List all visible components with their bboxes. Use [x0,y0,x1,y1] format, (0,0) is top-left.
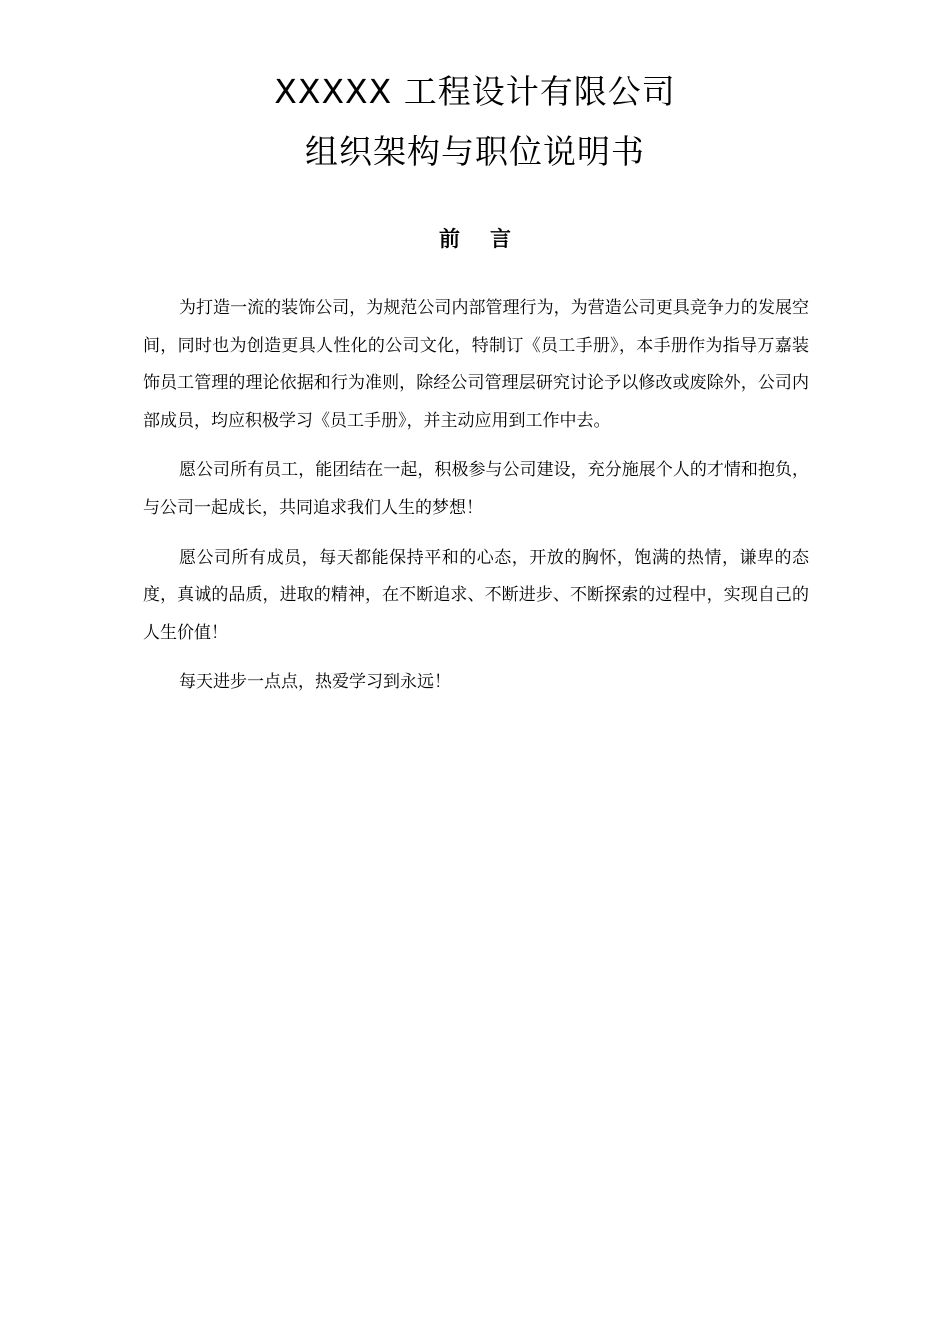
preface-body [143,290,809,714]
document-title-subject: 组织架构与职位说明书 [305,132,645,171]
preface-paragraph: 愿公司所有员工，能团结在一起，积极参与公司建设，充分施展个人的才情和抱负，与公司一起成长，共同追求我们人生的梦想！ [143,460,809,518]
preface-paragraph: 每天进步一点点，热爱学习到永远！ [179,672,451,693]
document-title-company: XXXXX 工程设计有限公司 [274,72,676,111]
preface-heading: 前言 [439,226,541,251]
preface-paragraph: 为打造一流的装饰公司，为规范公司内部管理行为，为营造公司更具竞争力的发展空间，同时也为创造更具人性化的公司文化，特制订《员工手册》，本手册作为指导万嘉装饰员工管理的理论依据和行为准则，除经公司管理层研究讨论予以修改或废除外，公司内部成员，均应积极学习《员工手册》，并主动应用到工作中去。 [143,298,809,431]
preface-paragraph: 愿公司所有成员，每天都能保持平和的心态，开放的胸怀，饱满的热情，谦卑的态度，真诚的品质，进取的精神，在不断追求、不断进步、不断探索的过程中，实现自己的人生价值！ [143,547,809,643]
